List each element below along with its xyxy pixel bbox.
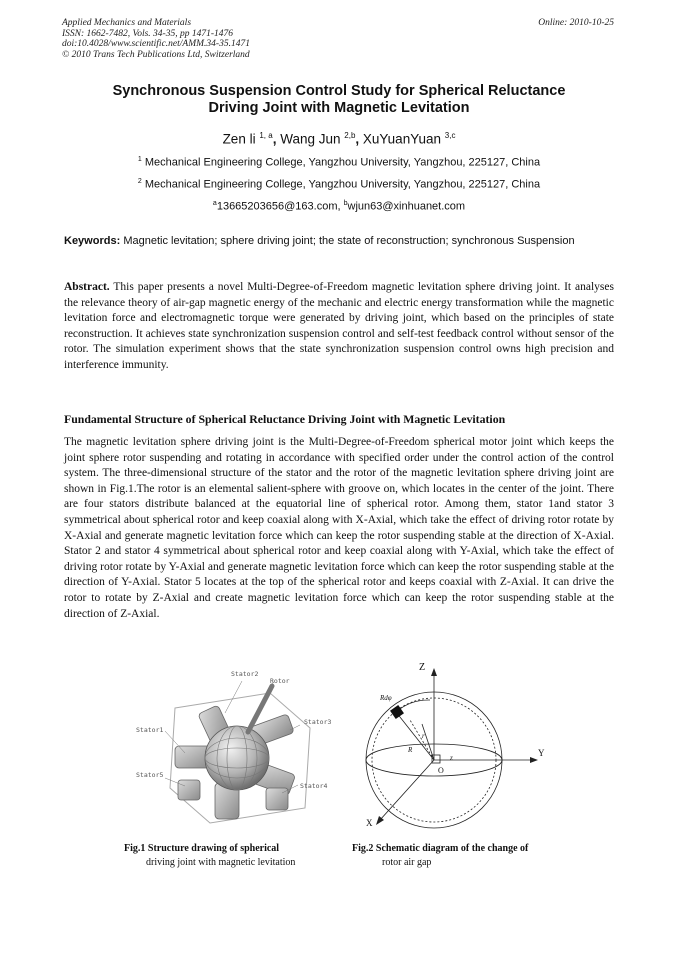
label-stator3: Stator3 (304, 718, 332, 726)
label-r0: r (422, 732, 425, 740)
author-sup: 1, a (259, 131, 273, 140)
email-sup: a (212, 200, 217, 207)
radius-line (396, 712, 434, 760)
journal-name: Applied Mechanics and Materials (62, 18, 192, 28)
label-z-small: z (450, 754, 453, 762)
paper-title (40, 83, 638, 117)
label-origin: O (438, 766, 444, 775)
radius-line-2 (410, 720, 434, 760)
label-stator5: Stator5 (136, 771, 164, 779)
spherical-joint-drawing (130, 668, 345, 838)
online-date: Online: 2010-10-25 (538, 18, 614, 28)
label-x-axis: X (366, 818, 373, 828)
affiliation-text: Mechanical Engineering College, Yangzhou University, Yangzhou, 225127, China (144, 178, 541, 191)
z-arrow (431, 668, 437, 676)
label-y-axis: Y (538, 748, 545, 758)
label-stator1: Stator1 (136, 726, 164, 734)
copyright-line: © 2010 Trans Tech Publications Ltd, Switzerland (62, 49, 250, 60)
radius-line-3 (422, 724, 434, 760)
fig2-caption (352, 842, 582, 870)
issn-line: ISSN: 1662-7482, Vols. 34-35, pp 1471-1476 (62, 28, 233, 39)
abstract-label: Abstract. (64, 281, 110, 293)
label-z-axis: Z (419, 662, 426, 673)
label-rdphi: Rdφ (380, 694, 392, 702)
keywords-block (64, 234, 614, 248)
x-axis (380, 760, 434, 820)
email-a[interactable]: 13665203656@163.com, (216, 200, 344, 213)
email-b[interactable]: wjun63@xinhuanet.com (347, 200, 466, 213)
title-line-1: Synchronous Suspension Control Study for Spherical Reluctance (112, 83, 566, 99)
label-stator4: Stator4 (300, 782, 328, 790)
label-stator2: Stator2 (231, 670, 259, 678)
fig1-caption (124, 842, 344, 870)
body-paragraph: The magnetic levitation sphere driving joint is the Multi-Degree-of-Freedom spherical motor joint which keeps the joint sphere rotor suspending and rotating in accordance with specified order under the control action of the control system. The three-dimensional structure of the stator and the rotor of the magnetic levitation sphere driving joint are shown in Fig.1.The rotor is an elemental salient-sphere with groove on, which locates in the center of the joint. There are four stators distribute balanced at the equatorial line of spherical rotor. Among them, stator 1and stator 3 symmetrical about spherical rotor and keep coaxial along with X-Axial, which take the effect of driving rotor rotate by X-Axial and generate magnetic levitation force which can keep the rotor suspending stable at the direction of X-Axial. Stator 2 and stator 4 symmetrical about spherical rotor and keep coaxial along with Y-Axial, which take the effect of driving rotor rotate by Y-Axial and generate magnetic levitation force which can keep the rotor suspending stable at the direction of Y-Axial. Stator 5 locates at the top of the spherical rotor and keeps coaxial with Z-Axial. It can drive the rotor to rotate by Z-Axial and create magnetic levitation force which can keep the rotor suspending stable at the direction of Z-Axial. (64, 436, 614, 620)
author-name: Zen li (222, 131, 256, 147)
affiliation-2 (40, 178, 638, 191)
stator4-block (266, 788, 288, 810)
keywords-text: Magnetic levitation; sphere driving joint; the state of reconstruction; synchronous Suspension (123, 235, 575, 247)
section-heading: Fundamental Structure of Spherical Reluctance Driving Joint with Magnetic Levitation (64, 412, 506, 426)
fig2-caption-bold: Fig.2 Schematic diagram of the change of (352, 843, 529, 854)
stator5-block (178, 780, 200, 800)
fig1-caption-bold: Fig.1 Structure drawing of spherical (124, 843, 280, 854)
author-sep: , (355, 131, 363, 147)
author-sup: 3,c (444, 131, 456, 140)
air-gap-diagram (352, 660, 552, 840)
abstract-text: This paper presents a novel Multi-Degree-of-Freedom magnetic levitation sphere driving joint. It analyses the relevance theory of air-gap magnetic energy of the mechanic and electric energy transformation while the magnetic levitation force and electromagnetic torque were generated by driving joint, which based on the principles of state reconstruction. It achieves state synchronization suspension control and self-test feedback control without sensor of the rotor. The simulation experiment shows that the state synchronization suspension control owns high precision and interference immunity. (64, 281, 614, 371)
y-arrow (530, 757, 538, 763)
affiliation-sup: 2 (137, 178, 142, 185)
abstract-block (64, 280, 614, 374)
label-r: R (408, 746, 413, 754)
author-sup: 2,b (344, 131, 356, 140)
fig2-caption-line2: rotor air gap (382, 857, 432, 868)
affiliation-sup: 1 (137, 156, 142, 163)
author-list (40, 131, 638, 147)
journal-header (62, 18, 250, 60)
doi-line[interactable]: doi:10.4028/www.scientific.net/AMM.34-35.1471 (62, 39, 250, 49)
affiliation-text: Mechanical Engineering College, Yangzhou University, Yangzhou, 225127, China (144, 156, 541, 169)
email-sup: b (343, 200, 348, 207)
figure-1 (130, 668, 345, 838)
affiliation-1 (40, 156, 638, 169)
figure-2 (352, 660, 552, 840)
fig1-caption-line2: driving joint with magnetic levitation (146, 857, 296, 868)
rotor-sphere (205, 726, 269, 790)
author-name: Wang Jun (280, 131, 341, 147)
keywords-label: Keywords: (64, 235, 121, 247)
author-sep: , (272, 131, 281, 147)
email-line (40, 200, 638, 213)
title-line-2: Driving Joint with Magnetic Levitation (208, 100, 470, 116)
label-rotor: Rotor (270, 677, 290, 685)
author-name: XuYuanYuan (362, 131, 441, 147)
